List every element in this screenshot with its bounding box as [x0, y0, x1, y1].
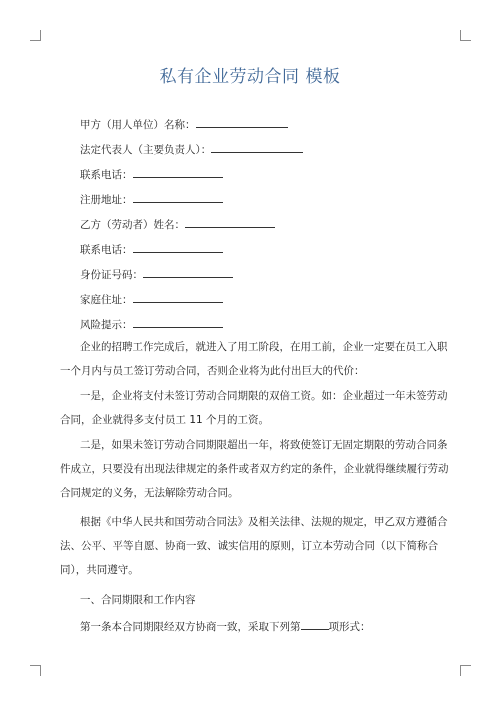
paragraph-line: 根据《中华人民共和国劳动合同法》及相关法律、法规的规定，甲乙双方遵循合: [80, 516, 448, 528]
paragraph-point-one: [60, 384, 448, 432]
paragraph-line: 同），共同遵守。: [60, 564, 139, 576]
paragraph-line: 企业的招聘工作完成后，就进入了用工阶段，在用工前，企业一定要在员工入职: [80, 341, 448, 353]
fill-blank: [133, 168, 223, 178]
field-label: 身份证号码：: [80, 269, 143, 281]
fill-blank: [133, 243, 223, 253]
crop-mark-bottom-left: [30, 665, 41, 676]
party-b-name-field: [80, 217, 275, 232]
paragraph-line: 件成立，只要没有出现法律规定的条件或者双方约定的条件，企业就得继续履行劳动: [60, 463, 449, 475]
fill-blank: [143, 268, 233, 278]
field-label: 法定代表人（主要负责人）：: [80, 144, 212, 156]
document-title: 私有企业劳动合同 模板: [159, 67, 341, 87]
registered-address-field: [80, 192, 223, 207]
fill-blank: [301, 620, 329, 630]
fill-blank: [185, 218, 275, 228]
paragraph-point-two: [60, 433, 449, 505]
legal-representative-field: [80, 142, 303, 157]
home-address-field: [80, 292, 223, 307]
fill-blank: [133, 318, 223, 328]
paragraph-line: 二是，如果未签订劳动合同期限超出一年，将致使签订无固定期限的劳动合同条: [80, 439, 448, 451]
risk-warning-field: [80, 317, 223, 332]
field-label: 风险提示：: [80, 319, 133, 331]
fill-blank: [211, 143, 303, 153]
paragraph-line: 合同，企业就得多支付员工 11 个月的工资。: [60, 414, 270, 426]
field-label: 注册地址：: [80, 194, 133, 206]
field-label: 甲方（用人单位）名称：: [80, 119, 196, 131]
party-a-phone-field: [80, 167, 223, 182]
field-label: 乙方（劳动者）姓名：: [80, 219, 185, 231]
paragraph-legal-basis: [60, 510, 448, 582]
paragraph-line: 一个月内与员工签订劳动合同，否则企业将为此付出巨大的代价：: [60, 365, 365, 377]
field-label: 联系电话：: [80, 244, 133, 256]
article-text: 项形式：: [328, 621, 371, 633]
paragraph-intro: [60, 335, 448, 383]
crop-mark-top-left: [30, 30, 41, 41]
crop-mark-top-right: [460, 30, 471, 41]
article-one: [80, 619, 371, 634]
fill-blank: [196, 118, 288, 128]
crop-mark-bottom-right: [460, 665, 471, 676]
paragraph-line: 一是，企业将支付未签订劳动合同期限的双倍工资。如：企业超过一年未签劳动: [80, 390, 448, 402]
paragraph-line: 法、公平、平等自愿、协商一致、诚实信用的原则，订立本劳动合同（以下简称合: [60, 540, 438, 552]
party-b-phone-field: [80, 242, 223, 257]
id-number-field: [80, 267, 233, 282]
field-label: 联系电话：: [80, 169, 133, 181]
party-a-name-field: [80, 117, 288, 132]
fill-blank: [133, 293, 223, 303]
fill-blank: [133, 193, 223, 203]
paragraph-line: 合同规定的义务，无法解除劳动合同。: [60, 487, 239, 499]
section-heading: 一、合同期限和工作内容: [80, 594, 196, 606]
article-text: 第一条本合同期限经双方协商一致，采取下列第: [80, 621, 301, 633]
field-label: 家庭住址：: [80, 294, 133, 306]
